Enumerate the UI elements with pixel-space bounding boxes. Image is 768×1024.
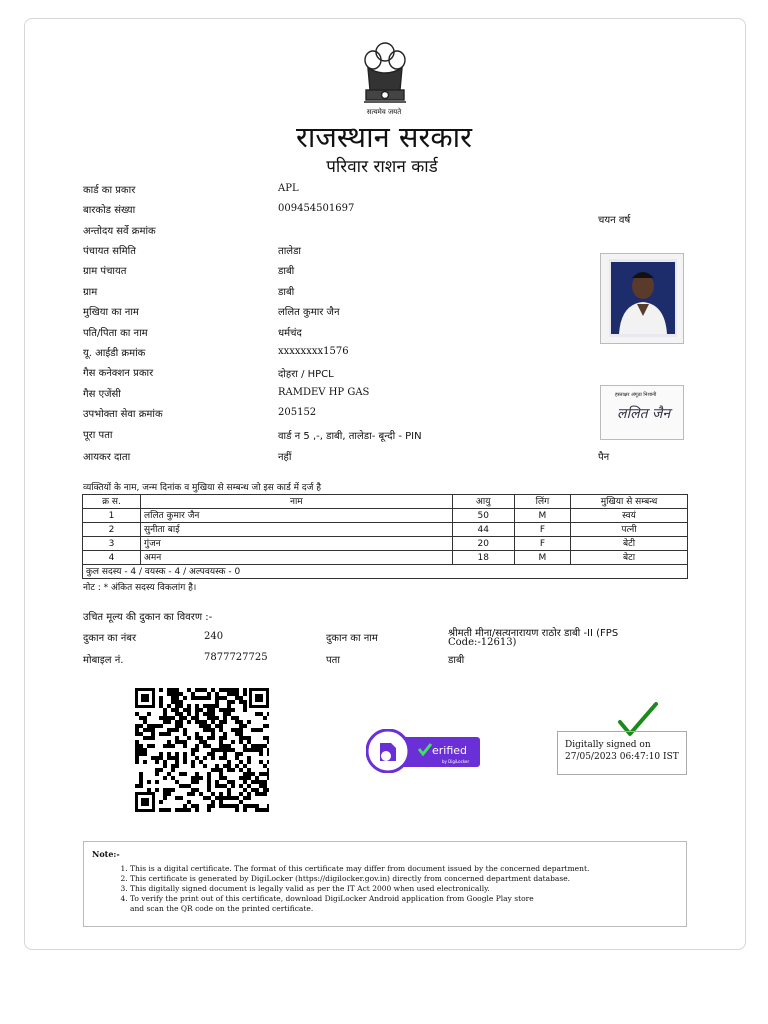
col-header-name: नाम [141,495,453,509]
note-item: 3. This digitally signed document is legally valid as per the IT Act 2000 when used electronically. [130,884,589,894]
field-value-consumer-number: 205152 [278,407,317,418]
note-item: 2. This certificate is generated by DigiLocker (https://digilocker.gov.in) directly from concerned department database. [130,874,589,884]
field-value-barcode: 009454501697 [278,203,355,214]
selection-year-label: चयन वर्ष [598,215,631,226]
pan-label: पैन [598,452,610,463]
verified-badge-text: erified [432,744,468,757]
col-header-age: आयु [452,495,514,509]
signature-caption: हस्ताक्षर अंगूठा निशानी [615,392,657,398]
member-name: अमन [141,551,453,565]
digilocker-verified-badge [366,729,482,773]
members-table [82,494,688,579]
field-label-gram-panchayat: ग्राम पंचायत [83,266,127,277]
member-sn: 4 [83,551,141,565]
shop-number-label: दुकान का नंबर [83,633,137,644]
members-summary: कुल सदस्य - 4 / वयस्क - 4 / अल्पवयस्क - 0 [83,565,688,579]
field-value-head-name: ललित कुमार जैन [278,307,340,318]
signature-box [600,385,684,440]
table-row [83,523,688,537]
member-age: 20 [452,537,514,551]
field-value-gas-connection-type: दोहरा / HPCL [278,369,334,380]
page-subtitle: परिवार राशन कार्ड [326,157,438,177]
member-gender: M [514,551,570,565]
page-title: राजस्थान सरकार [295,120,473,154]
signed-line1: Digitally signed on [565,740,651,750]
note-item-text-cont: and scan the QR code on the printed certificate. [130,904,314,913]
col-header-relation: मुखिया से सम्बन्ध [571,495,688,509]
member-name: ललित कुमार जैन [141,509,453,523]
shop-name-value-line1: श्रीमती मीना/सत्यनारायण राठोर डाबी -II (FPS [448,628,619,639]
field-label-head-name: मुखिया का नाम [83,307,139,318]
notes-list [118,864,589,914]
shop-number-value: 240 [204,631,224,642]
note-item-text: To verify the print out of this certificate, download DigiLocker Android application from Google Play store [130,894,534,903]
members-summary-row [83,565,688,579]
field-value-address: वार्ड न 5 ,-, डाबी, तालेडा- बून्दी - PIN [278,431,422,442]
shop-address-label: पता [326,655,340,666]
member-relation: बेटा [571,551,688,565]
field-value-income-tax-payer: नहीं [278,452,292,463]
note-item: 1. This is a digital certificate. The format of this certificate may differ from document issued by the concerned department. [130,864,589,874]
members-header-row [83,495,688,509]
member-relation: बेटी [571,537,688,551]
field-value-gas-agency: RAMDEV HP GAS [278,387,370,398]
member-age: 18 [452,551,514,565]
field-label-income-tax-payer: आयकर दाता [83,452,131,463]
table-row [83,537,688,551]
col-header-sn: क्र स. [83,495,141,509]
field-label-panchayat-samiti: पंचायत समिति [83,246,136,257]
field-label-consumer-number: उपभोक्ता सेवा क्रमांक [83,409,163,420]
shop-mobile-value: 7877727725 [204,652,268,663]
member-name: सुनीता बाई [141,523,453,537]
field-value-card-type: APL [278,183,299,194]
note-item [130,894,589,914]
field-value-uid: xxxxxxxx1576 [278,346,349,357]
emblem-caption: सत्यमेव जयते [366,108,402,116]
field-label-card-type: कार्ड का प्रकार [83,185,136,196]
col-header-gender: लिंग [514,495,570,509]
table-row [83,509,688,523]
field-label-father-name: पति/पिता का नाम [83,328,148,339]
field-label-gas-agency: गैस एजेंसी [83,389,121,400]
member-gender: F [514,523,570,537]
member-relation: स्वयं [571,509,688,523]
shop-name-label: दुकान का नाम [326,633,378,644]
field-value-village: डाबी [278,287,295,298]
member-sn: 2 [83,523,141,537]
notes-box [83,841,687,927]
member-sn: 3 [83,537,141,551]
disabled-member-note: नोट : * अंकित सदस्य विकलांग है। [83,583,197,593]
notes-title: Note:- [92,849,120,859]
shop-heading: उचित मूल्य की दुकान का विवरण :- [83,612,213,623]
members-heading: व्यक्तियों के नाम, जन्म दिनांक व मुखिया से सम्बन्ध जो इस कार्ड में दर्ज है [83,483,322,493]
field-label-uid: यू. आईडी क्रमांक [83,348,146,359]
field-label-antyodaya: अन्तोदय सर्वे क्रमांक [83,226,156,237]
verified-badge-sub: by DigiLocker [442,759,470,764]
member-relation: पत्नी [571,523,688,537]
qr-code[interactable] [135,688,269,812]
shop-address-value: डाबी [448,655,465,666]
shop-mobile-label: मोबाइल नं. [83,655,124,666]
digital-signature-box [557,731,687,775]
member-gender: M [514,509,570,523]
head-photo [600,253,684,344]
signed-line2: 27/05/2023 06:47:10 IST [565,752,679,762]
field-label-barcode: बारकोड संख्या [83,205,136,216]
member-age: 44 [452,523,514,537]
field-value-gram-panchayat: डाबी [278,266,295,277]
member-name: गुंजन [141,537,453,551]
field-label-gas-connection-type: गैस कनेक्शन प्रकार [83,368,154,379]
shop-name-value-line2: Code:-12613) [448,637,517,648]
signature-text: ललित जैन [617,406,671,422]
field-value-father-name: धर्मचंद [278,328,302,339]
member-age: 50 [452,509,514,523]
table-row [83,551,688,565]
field-value-panchayat-samiti: तालेडा [278,246,302,257]
member-gender: F [514,537,570,551]
field-label-village: ग्राम [83,287,98,298]
field-label-address: पूरा पता [83,430,113,441]
member-sn: 1 [83,509,141,523]
